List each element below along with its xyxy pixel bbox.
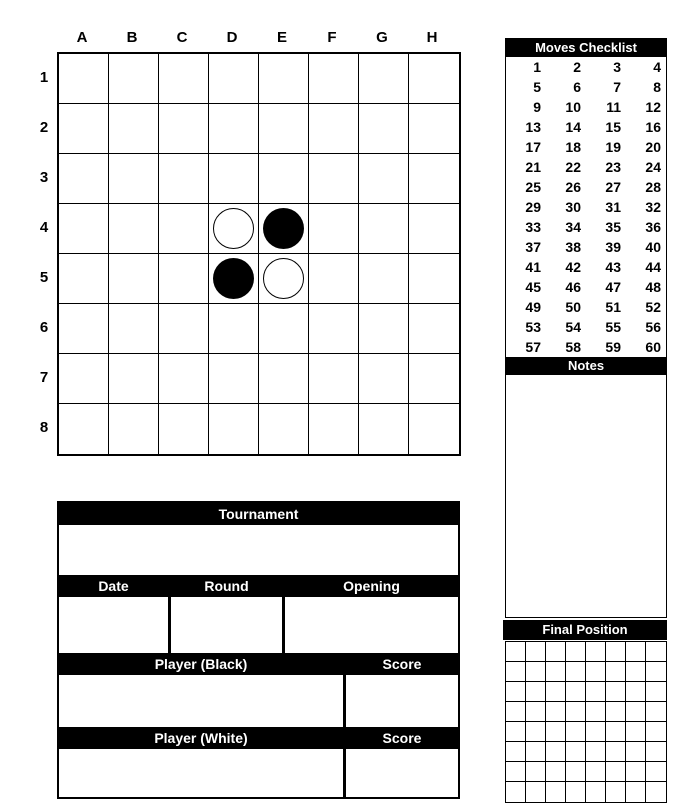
board-cell	[409, 104, 459, 154]
final-position-cell	[506, 722, 526, 742]
board-row-label: 6	[39, 318, 49, 336]
opening-label: Opening	[343, 578, 400, 594]
move-number: 29	[525, 199, 541, 215]
move-number: 30	[565, 199, 581, 215]
final-position-cell	[606, 742, 626, 762]
final-position-cell	[626, 682, 646, 702]
final-position-cell	[586, 762, 606, 782]
moves-checklist-panel	[505, 38, 667, 618]
board-cell	[109, 204, 159, 254]
move-number: 25	[525, 179, 541, 195]
final-position-cell	[506, 702, 526, 722]
final-position-cell	[546, 722, 566, 742]
board-row-labels	[34, 52, 54, 452]
final-position-cell	[526, 642, 546, 662]
final-position-cell	[526, 682, 546, 702]
move-number: 10	[565, 99, 581, 115]
board-cell	[409, 254, 459, 304]
round-field	[171, 597, 282, 653]
board-cell	[209, 104, 259, 154]
final-position-cell	[506, 642, 526, 662]
player-white-field	[59, 749, 343, 797]
board-cell	[209, 254, 259, 304]
move-number: 14	[565, 119, 581, 135]
board-column-label: E	[276, 29, 287, 46]
move-number: 18	[565, 139, 581, 155]
board-cell	[59, 354, 109, 404]
final-position-cell	[506, 662, 526, 682]
final-position-cell	[626, 642, 646, 662]
board-cell	[59, 154, 109, 204]
board-cell	[409, 304, 459, 354]
move-number: 20	[645, 139, 661, 155]
final-position-cell	[646, 762, 666, 782]
board-cell	[309, 254, 359, 304]
move-number: 21	[525, 159, 541, 175]
board-cell	[59, 204, 109, 254]
move-number: 49	[525, 299, 541, 315]
final-position-cell	[606, 662, 626, 682]
board-cell	[359, 204, 409, 254]
move-number: 12	[645, 99, 661, 115]
move-number: 28	[645, 179, 661, 195]
final-position-cell	[546, 682, 566, 702]
board-column-labels	[57, 28, 457, 48]
board-cell	[309, 354, 359, 404]
board-cell	[209, 204, 259, 254]
opening-field	[285, 597, 458, 653]
board-row-label: 5	[39, 268, 49, 286]
final-position-cell	[506, 742, 526, 762]
board-cell	[359, 54, 409, 104]
final-position-cell	[566, 702, 586, 722]
move-number: 37	[525, 239, 541, 255]
disc-white	[263, 258, 304, 299]
move-number: 47	[605, 279, 621, 295]
final-position-cell	[586, 702, 606, 722]
date-field	[59, 597, 168, 653]
board-cell	[59, 104, 109, 154]
final-position-cell	[546, 742, 566, 762]
board-cell	[59, 254, 109, 304]
move-number: 5	[533, 79, 541, 95]
board-cell	[259, 104, 309, 154]
board-cell	[259, 204, 309, 254]
final-position-cell	[646, 782, 666, 802]
board-cell	[309, 54, 359, 104]
move-number: 7	[613, 79, 621, 95]
move-number: 45	[525, 279, 541, 295]
moves-checklist-grid	[506, 57, 666, 357]
final-position-cell	[606, 682, 626, 702]
board-cell	[259, 154, 309, 204]
move-number: 60	[645, 339, 661, 355]
final-position-cell	[646, 722, 666, 742]
board-cell	[309, 204, 359, 254]
board-cell	[359, 304, 409, 354]
board-cell	[209, 154, 259, 204]
board-cell	[159, 354, 209, 404]
final-position-cell	[546, 702, 566, 722]
move-number: 31	[605, 199, 621, 215]
final-position-cell	[626, 722, 646, 742]
board-cell	[159, 54, 209, 104]
board-cell	[209, 304, 259, 354]
final-position-cell	[526, 662, 546, 682]
move-number: 9	[533, 99, 541, 115]
board-cell	[159, 254, 209, 304]
move-number: 38	[565, 239, 581, 255]
move-number: 41	[525, 259, 541, 275]
move-number: 44	[645, 259, 661, 275]
final-position-title: Final Position	[503, 620, 667, 640]
move-number: 36	[645, 219, 661, 235]
final-position-cell	[566, 642, 586, 662]
final-position-cell	[566, 682, 586, 702]
final-position-cell	[586, 682, 606, 702]
board-cell	[359, 154, 409, 204]
move-number: 34	[565, 219, 581, 235]
othello-board	[57, 52, 461, 456]
player-white-label: Player (White)	[154, 730, 248, 746]
board-row-label: 4	[39, 218, 49, 236]
board-cell	[409, 154, 459, 204]
board-row-label: 7	[39, 368, 49, 386]
board-cell	[309, 154, 359, 204]
move-number: 42	[565, 259, 581, 275]
board-cell	[59, 404, 109, 454]
board-cell	[109, 404, 159, 454]
board-column-label: D	[226, 29, 238, 46]
board-cell	[309, 104, 359, 154]
board-cell	[209, 354, 259, 404]
final-position-cell	[586, 782, 606, 802]
board-cell	[259, 54, 309, 104]
move-number: 15	[605, 119, 621, 135]
board-cell	[59, 54, 109, 104]
move-number: 8	[653, 79, 661, 95]
final-position-cell	[526, 762, 546, 782]
board-cell	[409, 404, 459, 454]
final-position-cell	[546, 662, 566, 682]
tournament-name-field	[59, 525, 458, 575]
board-row-label: 8	[39, 418, 49, 436]
final-position-cell	[566, 782, 586, 802]
move-number: 3	[613, 59, 621, 75]
move-number: 16	[645, 119, 661, 135]
board-cell	[209, 54, 259, 104]
notes-area	[506, 375, 666, 617]
final-position-cell	[546, 642, 566, 662]
final-position-cell	[586, 642, 606, 662]
move-number: 4	[653, 59, 661, 75]
final-position-cell	[646, 702, 666, 722]
board-cell	[359, 354, 409, 404]
disc-black	[263, 208, 304, 249]
move-number: 17	[525, 139, 541, 155]
move-number: 1	[533, 59, 541, 75]
final-position-cell	[626, 762, 646, 782]
board-cell	[159, 404, 209, 454]
board-cell	[259, 404, 309, 454]
board-cell	[309, 304, 359, 354]
move-number: 19	[605, 139, 621, 155]
notes-title: Notes	[506, 357, 666, 375]
final-position-cell	[646, 742, 666, 762]
move-number: 57	[525, 339, 541, 355]
board-cell	[159, 304, 209, 354]
board-cell	[159, 154, 209, 204]
final-position-cell	[586, 742, 606, 762]
board-cell	[209, 404, 259, 454]
player-white-fields	[59, 749, 458, 797]
final-position-grid	[505, 641, 667, 803]
final-position-cell	[526, 742, 546, 762]
player-white-header	[59, 727, 458, 749]
board-column-label: G	[376, 29, 388, 46]
moves-checklist-title: Moves Checklist	[506, 39, 666, 57]
board-column-label: B	[126, 29, 138, 46]
final-position-cell	[626, 702, 646, 722]
final-position-cell	[506, 682, 526, 702]
final-position-cell	[506, 762, 526, 782]
board-cell	[109, 354, 159, 404]
final-position-cell	[606, 642, 626, 662]
score-white-field	[346, 749, 458, 797]
move-number: 39	[605, 239, 621, 255]
final-position-cell	[646, 642, 666, 662]
final-position-cell	[526, 782, 546, 802]
final-position-cell	[606, 702, 626, 722]
final-position-cell	[546, 782, 566, 802]
date-round-opening-fields	[59, 597, 458, 653]
date-label: Date	[98, 578, 129, 594]
board-cell	[109, 154, 159, 204]
move-number: 53	[525, 319, 541, 335]
final-position-cell	[566, 722, 586, 742]
move-number: 13	[525, 119, 541, 135]
board-column-label: H	[426, 29, 438, 46]
board-cell	[409, 354, 459, 404]
board-cell	[359, 104, 409, 154]
move-number: 33	[525, 219, 541, 235]
move-number: 55	[605, 319, 621, 335]
board-row-label: 2	[39, 118, 49, 136]
move-number: 11	[606, 99, 621, 115]
board-row-label: 3	[39, 168, 49, 186]
board-cell	[109, 304, 159, 354]
disc-black	[213, 258, 254, 299]
final-position-cell	[646, 682, 666, 702]
final-position-cell	[606, 782, 626, 802]
board-column-label: C	[176, 29, 188, 46]
final-position-cell	[506, 782, 526, 802]
final-position-cell	[606, 762, 626, 782]
move-number: 27	[605, 179, 621, 195]
final-position-cell	[546, 762, 566, 782]
final-position-cell	[566, 762, 586, 782]
final-position-cell	[626, 782, 646, 802]
move-number: 6	[573, 79, 581, 95]
board-row-label: 1	[39, 68, 49, 86]
board-cell	[109, 254, 159, 304]
final-position-cell	[626, 742, 646, 762]
board-cell	[359, 404, 409, 454]
move-number: 52	[645, 299, 661, 315]
board-cell	[409, 54, 459, 104]
board-cell	[259, 304, 309, 354]
move-number: 59	[605, 339, 621, 355]
final-position-cell	[586, 662, 606, 682]
score-white-label: Score	[382, 730, 422, 746]
score-black-label: Score	[382, 656, 422, 672]
board-cell	[109, 54, 159, 104]
player-black-header	[59, 653, 458, 675]
move-number: 23	[605, 159, 621, 175]
move-number: 40	[645, 239, 661, 255]
board-cell	[359, 254, 409, 304]
final-position-cell	[566, 742, 586, 762]
move-number: 2	[573, 59, 581, 75]
player-black-field	[59, 675, 343, 727]
move-number: 50	[565, 299, 581, 315]
move-number: 43	[605, 259, 621, 275]
final-position-cell	[566, 662, 586, 682]
move-number: 26	[565, 179, 581, 195]
score-black-field	[346, 675, 458, 727]
move-number: 22	[565, 159, 581, 175]
player-black-fields	[59, 675, 458, 727]
board-column-label: A	[76, 29, 88, 46]
final-position-cell	[646, 662, 666, 682]
board-cell	[159, 104, 209, 154]
final-position-cell	[526, 702, 546, 722]
move-number: 56	[645, 319, 661, 335]
board-cell	[259, 254, 309, 304]
date-round-opening-header	[59, 575, 458, 597]
move-number: 51	[605, 299, 621, 315]
tournament-block	[57, 501, 460, 799]
player-black-label: Player (Black)	[154, 656, 248, 672]
board-cell	[159, 204, 209, 254]
disc-white	[213, 208, 254, 249]
board-column-label: F	[327, 29, 337, 46]
board-cell	[109, 104, 159, 154]
move-number: 35	[605, 219, 621, 235]
final-position-cell	[526, 722, 546, 742]
move-number: 48	[645, 279, 661, 295]
board-cell	[409, 204, 459, 254]
move-number: 32	[645, 199, 661, 215]
final-position-cell	[606, 722, 626, 742]
tournament-title: Tournament	[59, 503, 458, 525]
final-position-cell	[586, 722, 606, 742]
move-number: 58	[565, 339, 581, 355]
final-position-cell	[626, 662, 646, 682]
move-number: 24	[645, 159, 661, 175]
move-number: 54	[565, 319, 581, 335]
board-cell	[59, 304, 109, 354]
board-cell	[259, 354, 309, 404]
move-number: 46	[565, 279, 581, 295]
board-cell	[309, 404, 359, 454]
round-label: Round	[204, 578, 249, 594]
